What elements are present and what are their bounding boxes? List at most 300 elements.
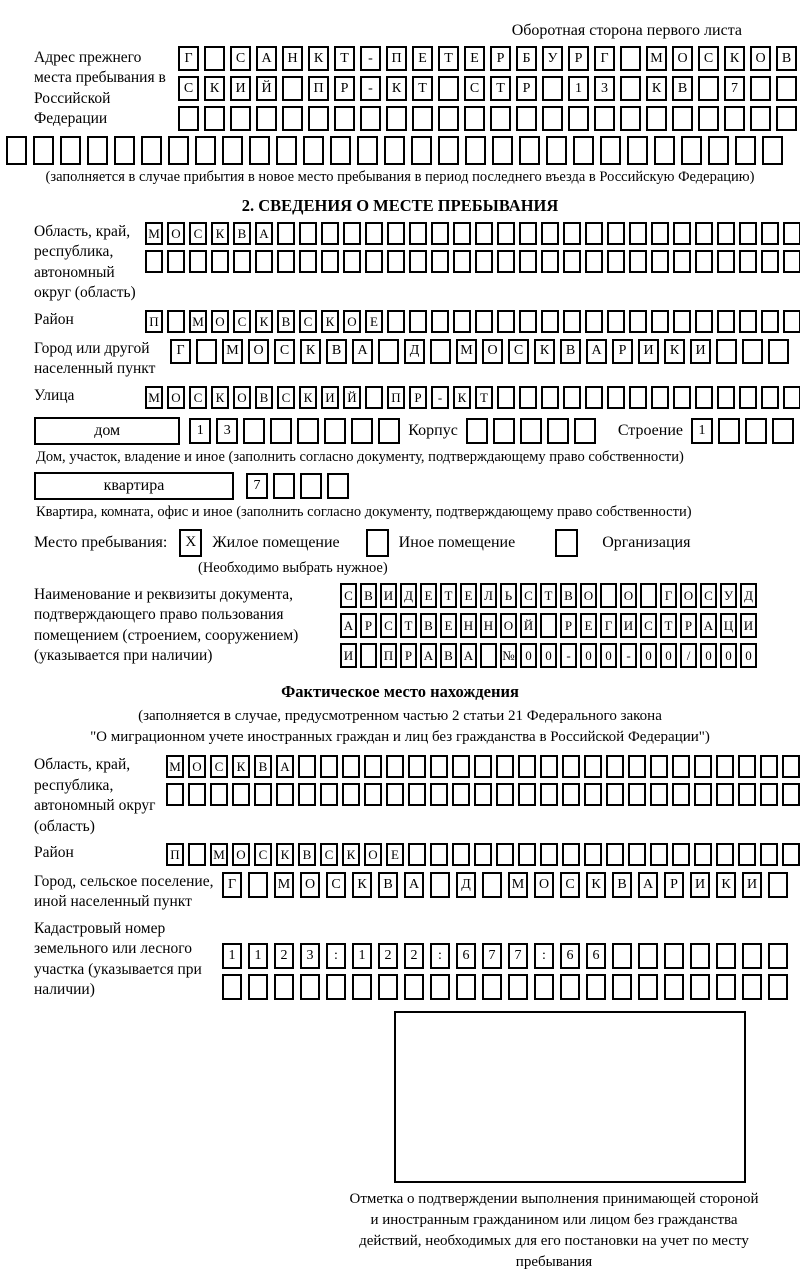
char-cell[interactable]: В [776, 46, 797, 71]
char-cell[interactable]: Й [343, 386, 361, 409]
char-cell[interactable] [364, 755, 382, 778]
char-cell[interactable]: 0 [720, 643, 737, 668]
char-cell[interactable] [585, 222, 603, 245]
stay-type-checkbox-residential[interactable]: X [179, 529, 202, 557]
char-cell[interactable] [768, 872, 788, 898]
char-cell[interactable] [717, 386, 735, 409]
char-cell[interactable] [739, 250, 757, 273]
char-cell[interactable]: К [255, 310, 273, 333]
char-cell[interactable] [673, 222, 691, 245]
char-cell[interactable]: К [299, 386, 317, 409]
char-cell[interactable] [230, 106, 251, 131]
char-cell[interactable] [453, 222, 471, 245]
char-cell[interactable] [698, 106, 719, 131]
char-cell[interactable]: Н [282, 46, 303, 71]
char-cell[interactable] [167, 310, 185, 333]
char-cell[interactable] [409, 250, 427, 273]
char-cell[interactable] [738, 783, 756, 806]
char-cell[interactable] [540, 783, 558, 806]
char-cell[interactable] [586, 974, 606, 1000]
char-cell[interactable] [620, 46, 641, 71]
char-cell[interactable] [386, 106, 407, 131]
char-cell[interactable] [628, 783, 646, 806]
char-cell[interactable]: У [542, 46, 563, 71]
char-cell[interactable]: С [254, 843, 272, 866]
char-cell[interactable] [695, 310, 713, 333]
char-cell[interactable] [547, 418, 569, 444]
char-cell[interactable] [562, 755, 580, 778]
char-cell[interactable]: С [464, 76, 485, 101]
char-cell[interactable]: С [277, 386, 295, 409]
char-cell[interactable] [386, 783, 404, 806]
char-cell[interactable] [672, 106, 693, 131]
char-cell[interactable] [563, 386, 581, 409]
char-cell[interactable] [256, 106, 277, 131]
char-cell[interactable] [650, 843, 668, 866]
char-cell[interactable]: 0 [580, 643, 597, 668]
char-cell[interactable] [724, 106, 745, 131]
char-cell[interactable] [540, 843, 558, 866]
char-cell[interactable]: Т [440, 583, 457, 608]
char-cell[interactable] [387, 222, 405, 245]
char-cell[interactable]: П [387, 386, 405, 409]
char-cell[interactable] [541, 222, 559, 245]
char-cell[interactable] [638, 974, 658, 1000]
char-cell[interactable] [518, 843, 536, 866]
char-cell[interactable]: - [620, 643, 637, 668]
char-cell[interactable]: Р [680, 613, 697, 638]
char-cell[interactable]: С [640, 613, 657, 638]
char-cell[interactable] [343, 222, 361, 245]
char-cell[interactable] [474, 783, 492, 806]
char-cell[interactable] [167, 250, 185, 273]
char-cell[interactable] [717, 250, 735, 273]
char-cell[interactable]: С [299, 310, 317, 333]
char-cell[interactable] [334, 106, 355, 131]
char-cell[interactable] [378, 974, 398, 1000]
char-cell[interactable] [320, 755, 338, 778]
char-cell[interactable]: К [586, 872, 606, 898]
char-cell[interactable]: В [360, 583, 377, 608]
char-cell[interactable]: - [560, 643, 577, 668]
char-cell[interactable] [761, 250, 779, 273]
char-cell[interactable] [195, 136, 216, 165]
char-cell[interactable]: Т [540, 583, 557, 608]
char-cell[interactable]: 2 [404, 943, 424, 969]
char-cell[interactable] [364, 783, 382, 806]
char-cell[interactable] [408, 755, 426, 778]
char-cell[interactable] [248, 974, 268, 1000]
char-cell[interactable] [496, 843, 514, 866]
char-cell[interactable] [210, 783, 228, 806]
char-cell[interactable]: 2 [274, 943, 294, 969]
char-cell[interactable] [695, 250, 713, 273]
char-cell[interactable] [520, 418, 542, 444]
char-cell[interactable] [6, 136, 27, 165]
char-cell[interactable] [716, 974, 736, 1000]
char-cell[interactable]: О [580, 583, 597, 608]
char-cell[interactable] [646, 106, 667, 131]
char-cell[interactable] [453, 310, 471, 333]
char-cell[interactable]: : [534, 943, 554, 969]
char-cell[interactable]: Е [580, 613, 597, 638]
char-cell[interactable]: П [386, 46, 407, 71]
char-cell[interactable]: 0 [640, 643, 657, 668]
char-cell[interactable] [299, 250, 317, 273]
char-cell[interactable]: М [508, 872, 528, 898]
char-cell[interactable]: И [690, 872, 710, 898]
char-cell[interactable] [326, 974, 346, 1000]
char-cell[interactable] [508, 974, 528, 1000]
char-cell[interactable]: О [167, 222, 185, 245]
char-cell[interactable] [541, 310, 559, 333]
char-cell[interactable]: Г [660, 583, 677, 608]
char-cell[interactable]: С [178, 76, 199, 101]
char-cell[interactable] [493, 418, 515, 444]
char-cell[interactable]: О [500, 613, 517, 638]
char-cell[interactable] [750, 76, 771, 101]
char-cell[interactable] [282, 106, 303, 131]
char-cell[interactable]: М [166, 755, 184, 778]
char-cell[interactable] [497, 386, 515, 409]
char-cell[interactable]: Г [222, 872, 242, 898]
char-cell[interactable] [534, 974, 554, 1000]
char-cell[interactable] [695, 386, 713, 409]
char-cell[interactable]: О [188, 755, 206, 778]
char-cell[interactable] [739, 222, 757, 245]
char-cell[interactable] [594, 106, 615, 131]
char-cell[interactable] [300, 473, 322, 499]
char-cell[interactable]: 0 [660, 643, 677, 668]
char-cell[interactable]: 1 [352, 943, 372, 969]
char-cell[interactable]: Е [464, 46, 485, 71]
char-cell[interactable] [299, 222, 317, 245]
char-cell[interactable] [606, 843, 624, 866]
char-cell[interactable] [178, 106, 199, 131]
char-cell[interactable]: А [420, 643, 437, 668]
char-cell[interactable]: В [326, 339, 347, 364]
char-cell[interactable] [742, 974, 762, 1000]
char-cell[interactable]: К [342, 843, 360, 866]
char-cell[interactable]: П [145, 310, 163, 333]
char-cell[interactable]: Р [568, 46, 589, 71]
char-cell[interactable]: С [210, 755, 228, 778]
char-cell[interactable] [430, 974, 450, 1000]
char-cell[interactable] [542, 106, 563, 131]
char-cell[interactable]: П [308, 76, 329, 101]
char-cell[interactable] [772, 418, 794, 444]
char-cell[interactable]: О [343, 310, 361, 333]
char-cell[interactable]: С [189, 386, 207, 409]
char-cell[interactable]: Г [170, 339, 191, 364]
char-cell[interactable] [255, 250, 273, 273]
char-cell[interactable]: Н [460, 613, 477, 638]
char-cell[interactable]: В [672, 76, 693, 101]
char-cell[interactable] [607, 222, 625, 245]
char-cell[interactable] [546, 136, 567, 165]
char-cell[interactable] [188, 783, 206, 806]
char-cell[interactable]: И [340, 643, 357, 668]
char-cell[interactable] [254, 783, 272, 806]
char-cell[interactable]: С [340, 583, 357, 608]
char-cell[interactable] [211, 250, 229, 273]
char-cell[interactable]: К [534, 339, 555, 364]
char-cell[interactable]: Р [400, 643, 417, 668]
char-cell[interactable] [690, 974, 710, 1000]
char-cell[interactable] [750, 106, 771, 131]
char-cell[interactable]: А [638, 872, 658, 898]
char-cell[interactable] [607, 250, 625, 273]
char-cell[interactable]: О [232, 843, 250, 866]
char-cell[interactable]: С [508, 339, 529, 364]
char-cell[interactable] [768, 943, 788, 969]
char-cell[interactable] [760, 783, 778, 806]
char-cell[interactable]: В [420, 613, 437, 638]
char-cell[interactable] [783, 310, 800, 333]
char-cell[interactable]: Ц [720, 613, 737, 638]
char-cell[interactable] [497, 250, 515, 273]
char-cell[interactable]: А [276, 755, 294, 778]
char-cell[interactable]: Р [516, 76, 537, 101]
char-cell[interactable] [327, 473, 349, 499]
char-cell[interactable] [330, 136, 351, 165]
char-cell[interactable] [166, 783, 184, 806]
char-cell[interactable]: М [646, 46, 667, 71]
char-cell[interactable] [568, 106, 589, 131]
char-cell[interactable] [387, 250, 405, 273]
char-cell[interactable]: О [534, 872, 554, 898]
char-cell[interactable] [430, 843, 448, 866]
char-cell[interactable] [716, 943, 736, 969]
char-cell[interactable]: В [612, 872, 632, 898]
char-cell[interactable] [438, 106, 459, 131]
char-cell[interactable] [496, 755, 514, 778]
char-cell[interactable]: И [690, 339, 711, 364]
char-cell[interactable]: Р [360, 613, 377, 638]
char-cell[interactable]: К [204, 76, 225, 101]
char-cell[interactable] [474, 755, 492, 778]
char-cell[interactable] [742, 943, 762, 969]
char-cell[interactable] [716, 843, 734, 866]
char-cell[interactable]: О [211, 310, 229, 333]
char-cell[interactable]: И [638, 339, 659, 364]
char-cell[interactable] [324, 418, 346, 444]
char-cell[interactable] [452, 755, 470, 778]
char-cell[interactable] [189, 250, 207, 273]
char-cell[interactable] [475, 250, 493, 273]
char-cell[interactable] [540, 613, 557, 638]
char-cell[interactable]: Ь [500, 583, 517, 608]
char-cell[interactable]: М [145, 386, 163, 409]
char-cell[interactable] [600, 583, 617, 608]
char-cell[interactable] [453, 250, 471, 273]
char-cell[interactable]: 1 [691, 418, 713, 444]
char-cell[interactable] [776, 106, 797, 131]
char-cell[interactable] [640, 583, 657, 608]
char-cell[interactable] [274, 974, 294, 1000]
char-cell[interactable] [232, 783, 250, 806]
char-cell[interactable] [738, 755, 756, 778]
char-cell[interactable]: С [380, 613, 397, 638]
char-cell[interactable]: В [440, 643, 457, 668]
char-cell[interactable]: И [742, 872, 762, 898]
char-cell[interactable] [276, 136, 297, 165]
char-cell[interactable]: К [276, 843, 294, 866]
char-cell[interactable] [475, 310, 493, 333]
char-cell[interactable]: О [248, 339, 269, 364]
char-cell[interactable] [672, 755, 690, 778]
char-cell[interactable] [762, 136, 783, 165]
char-cell[interactable] [204, 46, 225, 71]
char-cell[interactable] [303, 136, 324, 165]
char-cell[interactable] [612, 943, 632, 969]
char-cell[interactable] [560, 974, 580, 1000]
char-cell[interactable] [518, 755, 536, 778]
char-cell[interactable] [411, 136, 432, 165]
char-cell[interactable]: : [326, 943, 346, 969]
char-cell[interactable] [409, 222, 427, 245]
char-cell[interactable] [760, 843, 778, 866]
char-cell[interactable]: О [233, 386, 251, 409]
char-cell[interactable]: Т [660, 613, 677, 638]
char-cell[interactable]: П [380, 643, 397, 668]
char-cell[interactable] [452, 783, 470, 806]
char-cell[interactable]: Т [475, 386, 493, 409]
char-cell[interactable] [717, 222, 735, 245]
char-cell[interactable]: Д [740, 583, 757, 608]
char-cell[interactable] [651, 222, 669, 245]
char-cell[interactable] [776, 76, 797, 101]
char-cell[interactable] [438, 136, 459, 165]
char-cell[interactable]: Т [490, 76, 511, 101]
char-cell[interactable]: К [352, 872, 372, 898]
char-cell[interactable]: С [698, 46, 719, 71]
char-cell[interactable]: П [166, 843, 184, 866]
char-cell[interactable] [620, 106, 641, 131]
char-cell[interactable] [404, 974, 424, 1000]
char-cell[interactable]: Р [560, 613, 577, 638]
stay-type-checkbox-organization[interactable] [555, 529, 578, 557]
char-cell[interactable]: С [189, 222, 207, 245]
char-cell[interactable]: А [404, 872, 424, 898]
char-cell[interactable]: - [360, 46, 381, 71]
char-cell[interactable] [87, 136, 108, 165]
char-cell[interactable]: Р [409, 386, 427, 409]
char-cell[interactable] [452, 843, 470, 866]
char-cell[interactable] [384, 136, 405, 165]
char-cell[interactable] [620, 76, 641, 101]
char-cell[interactable] [563, 250, 581, 273]
char-cell[interactable] [681, 136, 702, 165]
char-cell[interactable]: О [300, 872, 320, 898]
char-cell[interactable] [466, 418, 488, 444]
char-cell[interactable] [196, 339, 217, 364]
char-cell[interactable]: Р [490, 46, 511, 71]
char-cell[interactable]: В [560, 583, 577, 608]
char-cell[interactable] [342, 783, 360, 806]
char-cell[interactable] [739, 310, 757, 333]
char-cell[interactable] [482, 974, 502, 1000]
char-cell[interactable] [574, 418, 596, 444]
char-cell[interactable] [738, 843, 756, 866]
char-cell[interactable]: Д [404, 339, 425, 364]
char-cell[interactable] [297, 418, 319, 444]
char-cell[interactable]: О [364, 843, 382, 866]
char-cell[interactable] [430, 339, 451, 364]
char-cell[interactable]: И [380, 583, 397, 608]
char-cell[interactable]: 3 [594, 76, 615, 101]
char-cell[interactable] [431, 222, 449, 245]
char-cell[interactable]: 6 [586, 943, 606, 969]
char-cell[interactable] [745, 418, 767, 444]
char-cell[interactable] [308, 106, 329, 131]
char-cell[interactable] [629, 310, 647, 333]
char-cell[interactable]: К [321, 310, 339, 333]
char-cell[interactable]: В [255, 386, 273, 409]
char-cell[interactable]: О [750, 46, 771, 71]
char-cell[interactable]: 0 [700, 643, 717, 668]
char-cell[interactable] [233, 250, 251, 273]
char-cell[interactable]: М [222, 339, 243, 364]
char-cell[interactable] [694, 843, 712, 866]
char-cell[interactable] [342, 755, 360, 778]
char-cell[interactable]: Р [334, 76, 355, 101]
char-cell[interactable] [708, 136, 729, 165]
char-cell[interactable] [222, 974, 242, 1000]
char-cell[interactable] [585, 250, 603, 273]
char-cell[interactable] [298, 755, 316, 778]
char-cell[interactable] [654, 136, 675, 165]
char-cell[interactable] [782, 843, 800, 866]
char-cell[interactable] [761, 310, 779, 333]
char-cell[interactable] [386, 755, 404, 778]
char-cell[interactable]: С [326, 872, 346, 898]
char-cell[interactable] [562, 843, 580, 866]
char-cell[interactable] [562, 783, 580, 806]
char-cell[interactable]: - [360, 76, 381, 101]
char-cell[interactable]: С [274, 339, 295, 364]
char-cell[interactable]: А [255, 222, 273, 245]
char-cell[interactable]: А [352, 339, 373, 364]
char-cell[interactable] [465, 136, 486, 165]
char-cell[interactable] [651, 250, 669, 273]
char-cell[interactable]: В [560, 339, 581, 364]
char-cell[interactable]: 2 [378, 943, 398, 969]
char-cell[interactable]: 0 [540, 643, 557, 668]
char-cell[interactable]: 7 [482, 943, 502, 969]
char-cell[interactable] [627, 136, 648, 165]
char-cell[interactable] [606, 783, 624, 806]
char-cell[interactable]: А [460, 643, 477, 668]
char-cell[interactable]: Д [400, 583, 417, 608]
char-cell[interactable] [145, 250, 163, 273]
char-cell[interactable]: 3 [300, 943, 320, 969]
char-cell[interactable] [695, 222, 713, 245]
char-cell[interactable] [480, 643, 497, 668]
char-cell[interactable] [378, 339, 399, 364]
char-cell[interactable] [585, 310, 603, 333]
char-cell[interactable] [651, 310, 669, 333]
char-cell[interactable] [248, 872, 268, 898]
char-cell[interactable]: К [211, 222, 229, 245]
char-cell[interactable]: Б [516, 46, 537, 71]
char-cell[interactable] [519, 386, 537, 409]
char-cell[interactable]: С [233, 310, 251, 333]
char-cell[interactable] [222, 136, 243, 165]
char-cell[interactable] [739, 386, 757, 409]
char-cell[interactable] [673, 250, 691, 273]
char-cell[interactable]: В [277, 310, 295, 333]
